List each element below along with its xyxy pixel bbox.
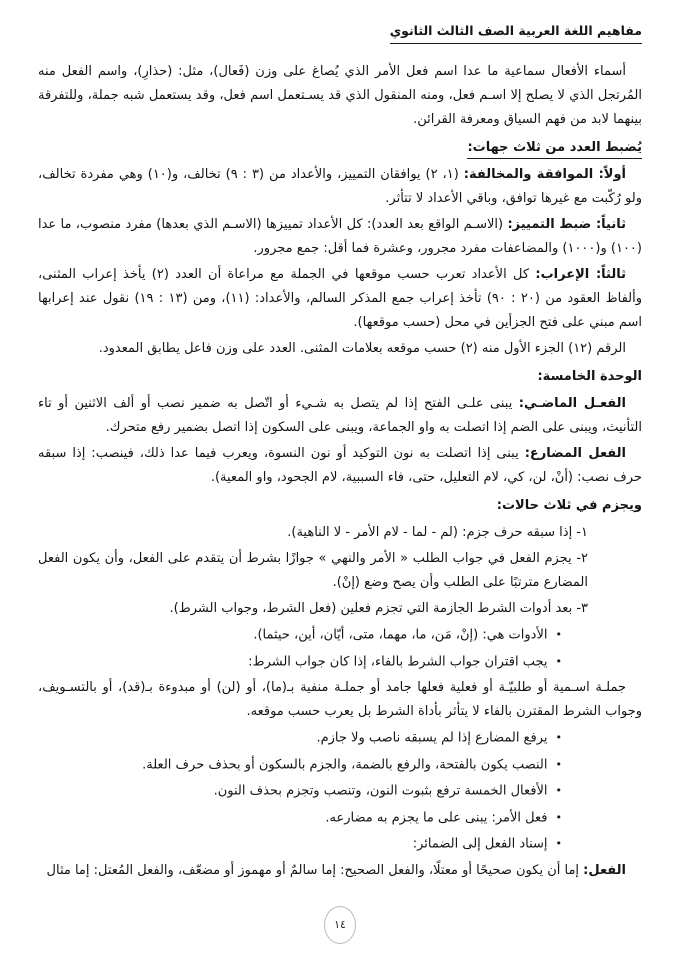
bullet-item <box>38 650 642 675</box>
paragraph-text: (١، ٢) يوافقان التمييز، والأعداد من (٣ : ٩) تخالف، و(١٠) وهي مفردة تخالف، ولو رُكّبت مع غيرها توافق، وباقي الأعداد لا تتأثر. <box>38 167 642 206</box>
section-heading <box>38 494 642 518</box>
bullet-icon: • <box>555 837 562 850</box>
bullet-icon: • <box>555 731 562 744</box>
paragraph-text: يبنى إذا اتصلت به نون التوكيد أو نون النسوة، ويعرب فيما عدا ذلك، فينصب: إذا سبقه حرف نصب: (أنْ، لن، كي، لام التعليل، حتى، فاء السببية، لام الجحود، واو المعية). <box>38 446 642 485</box>
paragraph-text: الأدوات هي: (إنْ، مَن، ما، مهما، متى، أيّان، أين، حيثما). <box>253 627 548 643</box>
paragraph <box>38 337 642 361</box>
bullet-item <box>38 832 642 857</box>
paragraph-text: ٢- يجزم الفعل في جواب الطلب « الأمر والنهي » جوازًا بشرط أن يتقدم على الفعل، وأن يكون الفعل المضارع مترتبًا على الطلب وأن يصح وضع (إنْ). <box>38 551 588 590</box>
paragraph <box>38 859 642 883</box>
paragraph-text: النصب يكون بالفتحة، والرفع بالضمة، والجزم بالسكون أو بحذف حرف العلة. <box>142 757 548 772</box>
section-heading <box>38 365 642 389</box>
page-number: ١٤ <box>334 918 346 931</box>
page-number-badge <box>324 906 356 944</box>
paragraph-text: ١- إذا سبقه حرف جزم: (لم - لما - لام الأمر - لا الناهية). <box>287 525 588 540</box>
numbered-item <box>38 547 642 595</box>
paragraph <box>38 392 642 440</box>
paragraph-lead: ثالثاً: الإعراب: <box>535 267 626 282</box>
bullet-item <box>38 623 642 648</box>
paragraph-text: أسماء الأفعال سماعية ما عدا اسم فعل الأمر الذي يُصاغ على وزن (فَعال)، مثل: (حذارِ)، واسم الفعل منه المُرتجل الذي لا يصلح إلا اسـم فعل، ومنه المنقول الذي قد يسـتعمل اسم فعل، وقد يستعمل شبه جملة، وللتفرقة بينهما لابد من فهم السياق ومعرفة القرائن. <box>38 64 642 127</box>
paragraph-lead: أولاً: الموافقة والمخالفة: <box>463 167 626 182</box>
numbered-item <box>38 521 642 545</box>
paragraph-text: إسناد الفعل إلى الضمائر: <box>412 836 548 852</box>
bullet-item <box>38 779 642 804</box>
paragraph <box>38 442 642 490</box>
document-body <box>38 60 642 883</box>
paragraph-lead: ثانياً: ضبط التمييز: <box>507 217 626 232</box>
paragraph-text: يجب اقتران جواب الشرط بالفاء، إذا كان جواب الشرط: <box>248 654 548 669</box>
paragraph-text: الرقم (١٢) الجزء الأول منه (٢) حسب موقعه بعلامات المثنى. العدد على وزن فاعل يطابق المعدود. <box>98 341 626 356</box>
paragraph-text: يبنى علـى الفتح إذا لم يتصل به شـيء أو اتّصل به ضمير نصب أو ألف الاثنين أو تاء التأنيث، ويبنى على الضم إذا اتصلت به واو الجماعة، ويبنى على السكون إذا اتصل بضمير رفع متحرك. <box>38 396 642 435</box>
paragraph-lead: الفعل المضارع: <box>524 446 627 461</box>
paragraph-text: كل الأعداد تعرب حسب موقعها في الجملة مع مراعاة أن العدد (٢) يأخذ إعراب المثنى، وألفاظ العقود من (٢٠ : ٩٠) تأخذ إعراب جمع المذكر السالم، والأعداد: (١١)، ومن (١٣ : ١٩) نقول عند إعرابها اسم مبني على فتح الجزأين في محل (حسب موقعها). <box>38 267 642 330</box>
paragraph-text: جملـة اسـمية أو طلبيّـة أو فعلية فعلها جامد أو جملـة منفية بـ(ما)، أو (لن) أو مبدوءة بـ(قد)، أو بالتسـويف، وجواب الشرط المقترن بالفاء لا يتأثر بأداة الشرط بل يعرب حسب موقعه. <box>38 680 642 719</box>
paragraph-text: (الاسـم الواقع بعد العدد): كل الأعداد تمييزها (الاسـم الذي بعدها) مفرد منصوب، ما عدا (١٠٠) و(١٠٠٠) والمضاعفات مفرد مجرور، وعشرة فما أقل: جمع مجرور. <box>38 217 642 256</box>
bullet-item <box>38 726 642 751</box>
paragraph-lead: الفعـل الماضـي: <box>518 396 626 411</box>
paragraph-text: إما أن يكون صحيحًا أو معتلًا، والفعل الصحيح: إما سالمٌ أو مهموز أو مضعّف، والفعل المُعتل: إما مثال <box>46 862 584 878</box>
paragraph <box>38 163 642 211</box>
paragraph-text: الأفعال الخمسة ترفع بثبوت النون، وتنصب وتجزم بحذف النون. <box>213 783 548 799</box>
paragraph <box>38 60 642 132</box>
bullet-icon: • <box>555 810 562 824</box>
paragraph-text: يرفع المضارع إذا لم يسبقه ناصب ولا جازم. <box>316 730 548 746</box>
document-title: مفاهيم اللغة العربية الصف الثالث الثانوي <box>390 23 642 44</box>
bullet-icon: • <box>555 628 562 641</box>
paragraph <box>38 213 642 261</box>
bullet-item <box>38 806 642 831</box>
page-header <box>38 20 642 44</box>
section-heading-text: ويجزم في ثلاث حالات: <box>496 498 642 513</box>
section-heading-text: يُضبط العدد من ثلاث جهات: <box>467 140 642 159</box>
bullet-icon: • <box>555 757 562 771</box>
bullet-icon: • <box>555 784 562 797</box>
bullet-icon: • <box>555 654 562 668</box>
bullet-item <box>38 753 642 778</box>
paragraph <box>38 263 642 335</box>
paragraph-text: فعل الأمر: يبنى على ما يجزم به مضارعه. <box>325 810 548 825</box>
section-heading-text: الوحدة الخامسة: <box>537 369 642 384</box>
paragraph <box>38 676 642 724</box>
paragraph-lead: الفعل: <box>583 862 626 878</box>
section-heading <box>38 136 642 160</box>
page-footer <box>0 906 680 944</box>
numbered-item <box>38 597 642 621</box>
paragraph-text: ٣- بعد أدوات الشرط الجازمة التي تجزم فعلين (فعل الشرط، وجواب الشرط). <box>169 601 588 616</box>
